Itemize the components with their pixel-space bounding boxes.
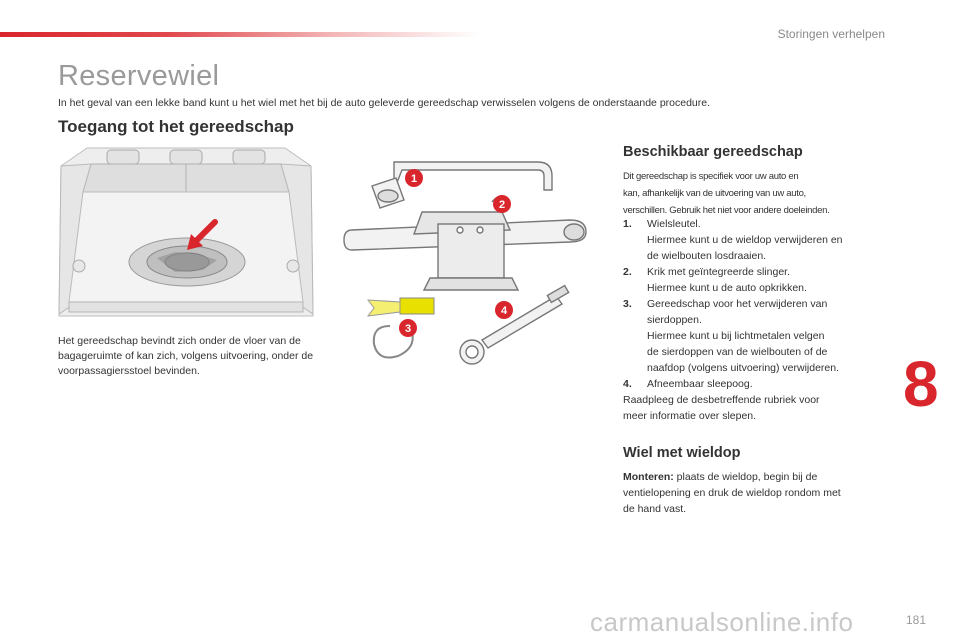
callout-1 [405, 169, 423, 187]
watermark: carmanualsonline.info [590, 607, 854, 637]
tools-diagram [342, 150, 604, 375]
item-line: de sierdoppen van de wielbouten of de [647, 346, 828, 358]
section-title: Storingen verhelpen [777, 27, 885, 41]
available-tools-heading: Beschikbaar gereedschap [623, 144, 803, 160]
towing-eye-illustration [460, 286, 569, 364]
wheel-cap-text [623, 469, 891, 517]
callout-3 [399, 319, 417, 337]
item-number: 2. [623, 266, 632, 278]
list-item [623, 296, 891, 376]
item-number: 1. [623, 218, 632, 230]
towing-reference: meer informatie over slepen. [623, 410, 757, 422]
callout-2 [493, 195, 511, 213]
item-number: 3. [623, 298, 632, 310]
item-line: Gereedschap voor het verwijderen van [647, 298, 828, 310]
list-item [623, 376, 891, 392]
item-line: de wielbouten losdraaien. [647, 250, 767, 262]
trunk-photo [57, 146, 315, 319]
list-item [623, 216, 891, 264]
item-line: naafdop (volgens uitvoering) verwijderen. [647, 362, 840, 374]
wheel-cap-line: plaats de wieldop, begin bij de [676, 471, 818, 483]
item-line: Krik met geïntegreerde slinger. [647, 266, 790, 278]
tools-list [623, 216, 891, 424]
item-line: Afneembaar sleepoog. [647, 378, 753, 390]
wheel-wrench-illustration [372, 162, 552, 208]
tools-note-line: verschillen. Gebruik het niet voor andere doeleinden. [623, 205, 830, 216]
item-number: 4. [623, 378, 632, 390]
item-line: Hiermee kunt u bij lichtmetalen velgen [647, 330, 825, 342]
svg-text:3: 3 [404, 323, 412, 335]
mounting-label: Monteren: [623, 471, 674, 483]
callout-4 [495, 301, 513, 319]
intro-text: In het geval van een lekke band kunt u het wiel met het bij de auto geleverde gereedschap verwisselen volgens de onderstaande procedure. [58, 97, 711, 109]
wheel-cap-line: ventielopening en druk de wieldop rondom met [623, 487, 841, 499]
item-line: sierdoppen. [647, 314, 702, 326]
list-item [623, 264, 891, 296]
svg-text:4: 4 [500, 305, 508, 317]
wheel-cap-heading: Wiel met wieldop [623, 445, 741, 461]
svg-text:1: 1 [410, 173, 418, 185]
jack-illustration [344, 198, 586, 291]
tools-note-line: Dit gereedschap is specifiek voor uw auto en [623, 171, 799, 182]
tools-note-line: kan, afhankelijk van de uitvoering van uw auto, [623, 188, 806, 199]
item-line: Hiermee kunt u de wieldop verwijderen en [647, 234, 843, 246]
chapter-number: 8 [903, 348, 939, 420]
towing-reference: Raadpleeg de desbetreffende rubriek voor [623, 394, 820, 406]
page-title: Reservewiel [58, 60, 220, 92]
item-line: Hiermee kunt u de auto opkrikken. [647, 282, 807, 294]
svg-text:2: 2 [498, 199, 506, 211]
wheel-cap-line: de hand vast. [623, 503, 687, 515]
trunk-caption: Het gereedschap bevindt zich onder de vloer van de bagageruimte of kan zich, volgens uitvoering, onder de voorpassagiersstoel bevinden. [58, 335, 314, 377]
page-number: 181 [905, 613, 926, 627]
header-accent-bar [0, 32, 480, 37]
item-line: Wielsleutel. [647, 218, 701, 230]
tools-note [623, 168, 891, 219]
access-heading: Toegang tot het gereedschap [58, 117, 294, 136]
